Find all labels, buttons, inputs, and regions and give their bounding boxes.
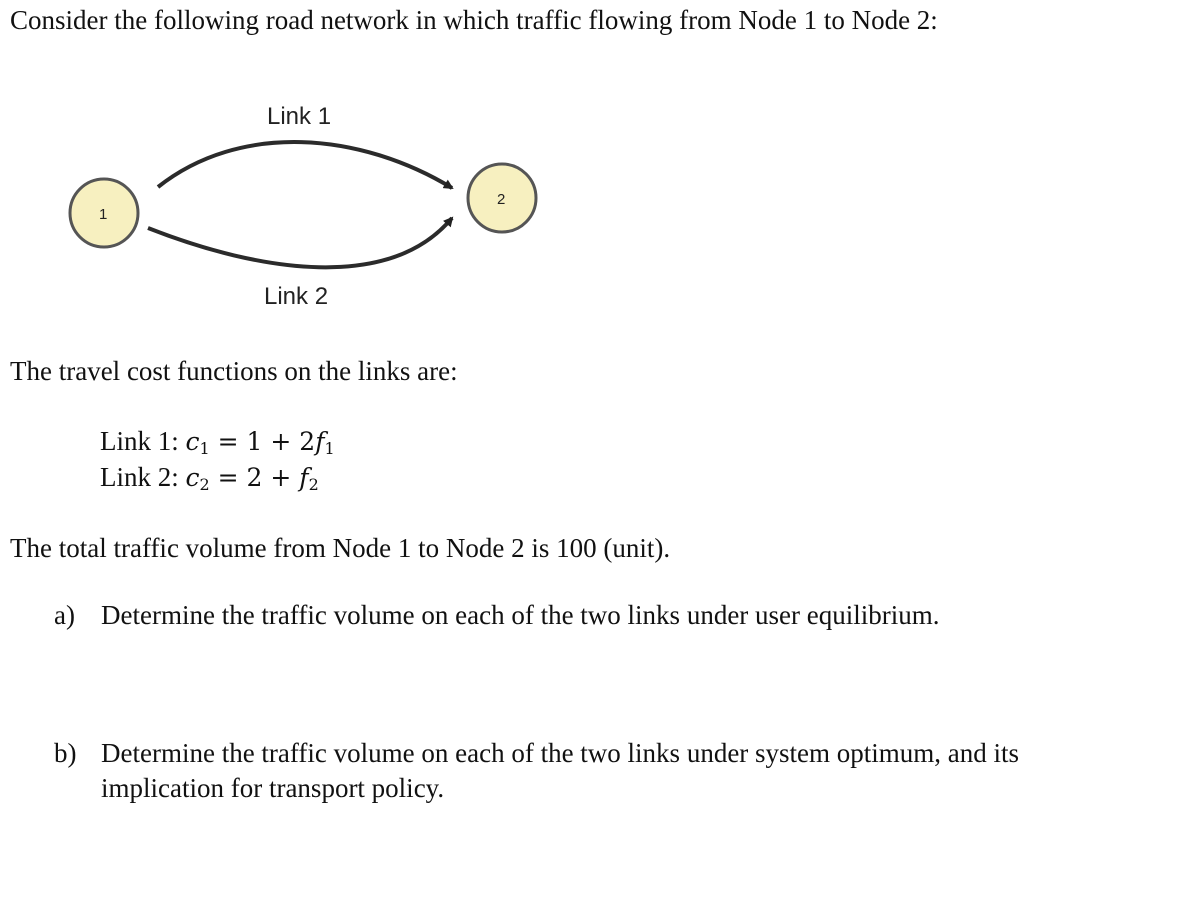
eq1-c-sub: 1 [199, 439, 210, 458]
question-b-label: b) [54, 738, 77, 768]
node-2-label: 2 [497, 191, 506, 208]
intro-text: Consider the following road network in which traffic flowing from Node 1 to Node 2: [10, 5, 938, 35]
road-network-diagram [60, 92, 560, 322]
question-a-text: Determine the traffic volume on each of the two links under user equilibrium. [101, 600, 940, 630]
eq2-f-sub: 2 [308, 475, 319, 494]
equation-link-1-prefix: Link 1: [100, 426, 186, 456]
link-1-label: Link 1 [267, 103, 332, 130]
link-2-label: Link 2 [264, 283, 329, 310]
eq2-c-sub: 2 [199, 475, 210, 494]
equation-link-2-prefix: Link 2: [100, 462, 186, 492]
equation-link-2 [100, 461, 319, 501]
equation-link-1 [100, 425, 335, 465]
eq1-f-sub: 1 [324, 439, 335, 458]
equation-link-1-math [186, 427, 335, 456]
question-b-text: Determine the traffic volume on each of the two links under system optimum, and its implication for transport policy. [101, 738, 1020, 803]
question-a-label: a) [54, 600, 75, 630]
link-1-path [158, 142, 452, 188]
eq2-f: f [299, 463, 309, 492]
cost-functions-intro: The travel cost functions on the links are: [10, 356, 458, 386]
total-volume-text: The total traffic volume from Node 1 to Node 2 is 100 (unit). [10, 533, 671, 563]
node-1-label: 1 [99, 206, 108, 223]
link-2-path [148, 218, 452, 267]
eq2-rhs: = 2 + [209, 463, 300, 492]
eq1-f: f [315, 427, 325, 456]
node-2 [468, 164, 536, 232]
node-1 [70, 179, 138, 247]
equation-link-2-math [186, 463, 319, 492]
eq1-rhs: = 1 + 2 [209, 427, 316, 456]
eq2-c: c [185, 463, 200, 492]
eq1-c: c [185, 427, 200, 456]
